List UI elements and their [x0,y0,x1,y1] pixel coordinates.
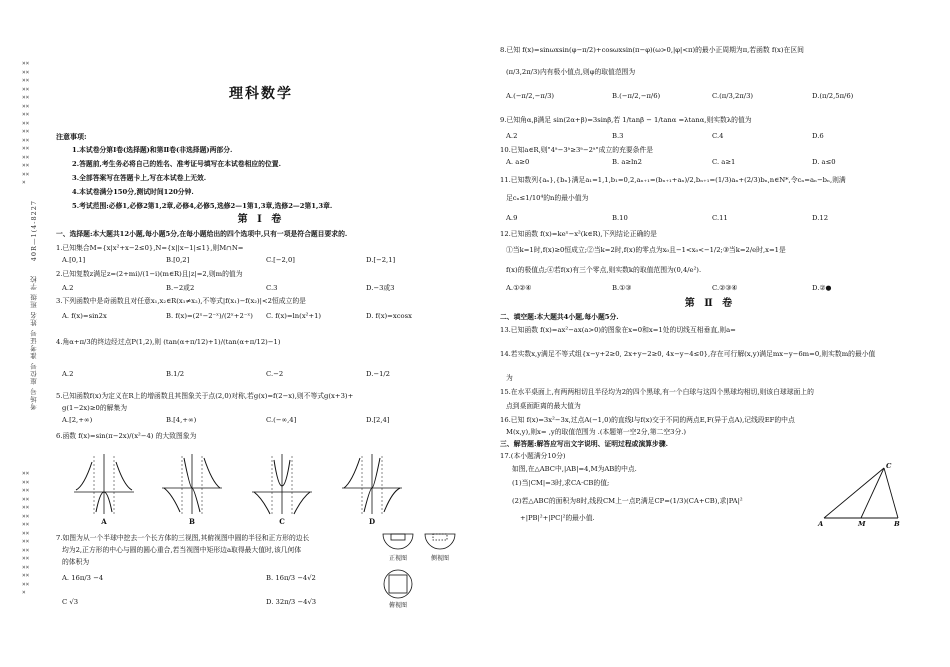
q3-opt-d: D. f(x)=xcosx [366,312,412,320]
q17-part2: (2)若△ABC的面积为8时,线段CM上一点P,满足CP=(1/3)(CA+CB),求|PA|² [512,497,743,505]
binding-margin [22,60,42,620]
point-a-label: A [818,520,824,528]
q12-opt-d: D.②● [812,284,832,292]
q2-opt-d: D.−3或3 [366,284,395,292]
q10-opt-a: A. a≥0 [506,158,530,166]
student-info-note: 考场号 座位号 准考证号 姓名 班级 学校 [30,275,38,411]
q4-opt-c: C.−2 [266,370,284,378]
q7-text-2: 均为2,正方形的中心与圆的圆心重合,若当视图中矩形边a取得最大值时,该几何体 [62,546,302,554]
graph-b-svg [160,452,224,516]
q3-opt-b: B. f(x)=(2ˣ−2⁻ˣ)/(2ˣ+2⁻ˣ) [166,312,253,320]
q8-opt-b: B.(−π/2,−π/6) [612,92,661,100]
q12-opt-c: C.②③④ [712,284,738,292]
q11-opt-d: D.12 [812,214,829,222]
q8-opt-d: D.(π/2,5π/6) [812,92,854,100]
q5-opt-c: C.(−∞,4] [266,416,297,424]
notice-3: 3.全部答案写在答题卡上,写在本试卷上无效. [72,174,207,182]
q6-graph-a [72,452,136,516]
point-c-label: C [886,462,892,470]
section3-heading: 三、解答题:解答应写出文字说明、证明过程或演算步骤. [500,440,668,448]
q12-opt-a: A.①②④ [506,284,532,292]
part2-title: 第 Ⅱ 卷 [684,298,736,309]
q5-opt-d: D.[2,4] [366,416,390,424]
q2-opt-b: B.−2或2 [166,284,195,292]
q5-text-2: g(1−2x)≥0的解集为 [62,404,128,412]
q10-opt-b: B. a≥ln2 [612,158,642,166]
q10-opt-d: D. a≤0 [812,158,836,166]
q7-opt-c: C √3 [62,598,79,606]
notice-4: 4.本试卷满分150分,测试时间120分钟. [72,188,194,196]
q6-label-c: C [279,517,285,526]
q6-graph-d [340,452,404,516]
q7-opt-d: D. 32π/3 −4√3 [266,598,317,606]
q6-graph-b [160,452,224,516]
q13-text: 13.已知函数 f(x)=ax²−ax(a>0)的图象在x=0和x=1处的切线互相垂直,则a= [500,326,736,334]
q10-text: 10.已知a∈R,则"4ᵃ−3ᵃ≥3ᵃ−2ᵃ"成立的充要条件是 [500,146,654,154]
notice-heading: 注意事项: [56,132,87,141]
point-m-label: M [858,520,866,528]
q7-opt-a: A. 16π/3 −4 [62,574,104,582]
q15-text: 15.在水平桌面上,有两两相切且半径均为2的四个黑球,有一个白球与这四个黑球均相切,则该白球球面上的 [500,388,814,396]
q11-text: 11.已知数列{aₙ},{bₙ}满足a₁=1,1,b₁=0,2,aₙ₊₁=(bₙ₊₁+aₙ)/2,bₙ₊₁=(1/3)aₙ+(2/3)bₙ,n∈N*,令cₙ=aₙ−bₙ,则满 [500,176,846,184]
q9-opt-d: D.6 [812,132,824,140]
q3-opt-a: A. f(x)=sin2x [62,312,107,320]
graph-d-svg [340,452,404,516]
q11-opt-b: B.10 [612,214,628,222]
q17-stem: 如图,在△ABC中,|AB|=4,M为AB的中点. [512,465,637,473]
q1-opt-a: A.[0,1] [62,256,86,264]
triangle-abc-figure [816,460,906,528]
q8-opt-a: A.(−π/2,−π/3) [506,92,555,100]
q1-opt-d: D.[−2,1] [366,256,396,264]
side-view-label: 侧视图 [430,555,449,562]
doc-code: 40R—1(4-8227 [30,200,38,262]
graph-a-svg [72,452,136,516]
q6-graph-c [250,452,314,516]
q6-text: 6.函数 f(x)=sin(π−2x)/(x²−4) 的大致图象为 [56,432,197,440]
margin-x-marks-bottom: ××××××××××××××××××××××××××××× [22,470,30,596]
exam-title: 理科数学 [229,86,293,102]
q5-opt-b: B.[4,+∞) [166,416,197,424]
q12-opt-b: B.①③ [612,284,632,292]
q4-opt-b: B.1/2 [166,370,185,378]
q11-text-2: 足cₙ≤1/10⁴的n的最小值为 [506,194,589,202]
q9-opt-b: B.3 [612,132,624,140]
q2-opt-c: C.3 [266,284,278,292]
q5-text: 5.已知函数f(x)为定义在R上的增函数且其图象关于点(2,0)对称,若g(x)=f(2−x),则不等式g(x+3)+ [56,392,354,400]
q8-opt-c: C.(π/3,2π/3) [712,92,754,100]
q10-opt-c: C. a≥1 [712,158,736,166]
q11-opt-a: A.9 [506,214,518,222]
q16-text-2: M(x,y),则x= ,y的取值范围为 .(本题第一空2分,第二空3分.) [506,428,687,436]
q12-text: 12.已知函数 f(x)=keˣ−x²(k∈R),下列结论正确的是 [500,230,657,238]
q6-label-a: A [101,517,107,526]
part1-title: 第 Ⅰ 卷 [237,214,285,225]
top-view-label: 俯视图 [388,602,407,609]
notice-1: 1.本试卷分第Ⅰ卷(选择题)和第Ⅱ卷(非选择题)两部分. [72,146,233,154]
q14-text: 14.若实数x,y满足不等式组{x−y+2≥0, 2x+y−2≥0, 4x−y−4≤0},存在可行解(x,y)满足mx−y−6m=0,则实数m的最小值 [500,350,876,358]
side-view-figure [424,532,456,552]
front-view-label: 正视图 [388,555,407,562]
q7-text-3: 的体积为 [62,558,90,566]
graph-c-svg [250,452,314,516]
q4-opt-a: A.2 [62,370,74,378]
q4-opt-d: D.−1/2 [366,370,391,378]
q2-opt-a: A.2 [62,284,74,292]
q8-text-2: (π/3,2π/3)内有极小值点,则φ的取值范围为 [506,68,636,76]
q4-text: 4.角α+π/3的终边经过点P(1,2),则 (tan(α+π/12)+1)/(tan(α+π/12)−1) [56,338,281,346]
q17-part1: (1)当|CM|=3时,求CA·CB的值; [512,479,610,487]
q14-text-2: 为 [506,374,513,382]
q9-text: 9.已知角α,β满足 sin(2α+β)=3sinβ,若 1/tanβ − 1/tanα =λtanα,则实数λ的值为 [500,116,752,124]
q8-text: 8.已知 f(x)=sinωxsin(φ−π/2)+cosωxsin(π−φ)(ω>0,|φ|<π)的最小正周期为π,若函数 f(x)在区间 [500,46,804,54]
q3-opt-c: C. f(x)=ln(x²+1) [266,312,322,320]
q9-opt-c: C.4 [712,132,724,140]
q17-heading: 17.(本小题满分10分) [500,452,566,460]
q6-label-d: D [368,517,376,526]
notice-5: 5.考试范围:必修1,必修2第1,2章,必修4,必修5,选修2—1第1,3章,选修2—2第1,3章. [72,202,333,210]
q12-text-2: ①当k=1时,f(x)≥0恒成立;②当k=2时,f(x)的零点为x₀且−1<x₀<−1/2;③当k=2/e时,x=1是 [506,246,786,254]
q17-part2-cont: +|PB|²+|PC|²的最小值. [520,514,595,522]
q11-opt-c: C.11 [712,214,728,222]
q3-text: 3.下列函数中是奇函数且对任意x₁,x₂∈R(x₁≠x₂),不等式|f(x₁)−f(x₂)|<2恒成立的是 [56,297,306,305]
top-view-figure [382,568,414,600]
q1-opt-c: C.[−2,0] [266,256,295,264]
section1-heading: 一、选择题:本大题共12小题,每小题5分,在每小题给出的四个选项中,只有一项是符合题目要求的. [56,230,348,238]
point-b-label: B [894,520,900,528]
front-view-figure [382,532,414,552]
q5-opt-a: A.[2,+∞) [62,416,93,424]
margin-x-marks-top: ××××××××××××××××××××××××××××× [22,60,30,186]
q16-text: 16.已知 f(x)=3x²−3x,过点A(−1,0)的直线l与f(x)交于不同的两点E,F(异于点A),记线段EF的中点 [500,416,795,424]
q15-text-2: 点到桌面距离的最大值为 [506,402,581,410]
q7-opt-b: B. 16π/3 −4√2 [266,574,316,582]
q1-opt-b: B.[0,2] [166,256,190,264]
q2-text: 2.已知复数z满足z=(2+mi)/(1−i)(m∈R)且|z|=2,则m的值为 [56,270,243,278]
q9-opt-a: A.2 [506,132,518,140]
q6-label-b: B [189,517,195,526]
notice-2: 2.答题前,考生务必将自己的姓名、准考证号填写在本试卷相应的位置. [72,160,281,168]
q12-text-3: f(x)的极值点;④若f(x)有三个零点,则实数k的取值范围为(0,4/e²). [506,266,702,274]
section2-heading: 二、填空题:本大题共4小题,每小题5分. [500,313,619,321]
q1-text: 1.已知集合M={x|x²+x−2≤0},N={x||x−1|≤1},则M∩N= [56,244,244,252]
q7-text: 7.如图为从一个半球中挖去一个长方体的三视图,其俯视图中圆的半径和正方形的边长 [56,534,310,542]
